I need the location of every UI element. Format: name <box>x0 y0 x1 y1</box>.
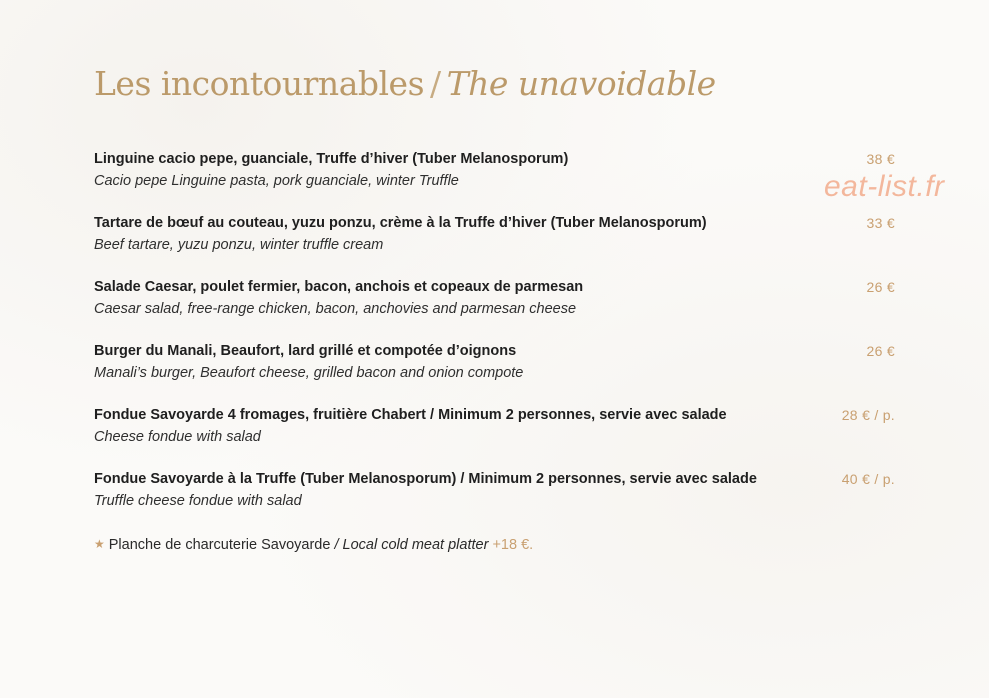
menu-item <box>94 469 895 511</box>
menu-item <box>94 213 895 255</box>
note-text-french: Planche de charcuterie Savoyarde <box>108 537 331 553</box>
menu-item <box>94 149 895 191</box>
menu-item-name: Salade Caesar, poulet fermier, bacon, anchois et copeaux de parmesan <box>94 279 584 295</box>
title-french: Les incontournables <box>94 64 425 103</box>
menu-item-description: Truffle cheese fondue with salad <box>94 493 302 509</box>
menu-item-name: Linguine cacio pepe, guanciale, Truffe d’hiver (Tuber Melanosporum) <box>94 151 569 167</box>
star-icon: ★ <box>94 537 105 551</box>
title-separator: / <box>430 64 441 103</box>
menu-item-description: Manali’s burger, Beaufort cheese, grilled bacon and onion compote <box>94 365 524 381</box>
menu-item-name: Fondue Savoyarde 4 fromages, fruitière Chabert / Minimum 2 personnes, servie avec salade <box>94 407 727 423</box>
menu-item-name: Fondue Savoyarde à la Truffe (Tuber Melanosporum) / Minimum 2 personnes, servie avec salade <box>94 471 757 487</box>
menu-item-name: Tartare de bœuf au couteau, yuzu ponzu, crème à la Truffe d’hiver (Tuber Melanosporum) <box>94 215 707 231</box>
menu-item-description: Cheese fondue with salad <box>94 429 261 445</box>
menu-item-description: Beef tartare, yuzu ponzu, winter truffle cream <box>94 237 384 253</box>
menu-item-price: 26 € <box>866 343 895 359</box>
menu-item-price: 26 € <box>866 279 895 295</box>
menu-item <box>94 277 895 319</box>
watermark: eat-list.fr <box>824 170 945 203</box>
menu-item-price: 33 € <box>866 215 895 231</box>
menu-item-price: 38 € <box>866 151 895 167</box>
menu-item-name: Burger du Manali, Beaufort, lard grillé et compotée d’oignons <box>94 343 517 359</box>
note-extra-price: +18 €. <box>492 537 534 553</box>
menu-item-description: Cacio pepe Linguine pasta, pork guanciale, winter Truffle <box>94 173 459 189</box>
menu-item-price: 40 € / p. <box>841 471 895 487</box>
menu-item-description: Caesar salad, free-range chicken, bacon, anchovies and parmesan cheese <box>94 301 577 317</box>
menu-item-price: 28 € / p. <box>841 407 895 423</box>
note-separator: / <box>330 537 343 553</box>
supplement-note <box>94 535 533 555</box>
menu-item <box>94 341 895 383</box>
menu-item <box>94 405 895 447</box>
section-title <box>94 64 716 103</box>
note-text-english: Local cold meat platter <box>342 537 489 553</box>
title-english: The unavoidable <box>446 64 716 103</box>
